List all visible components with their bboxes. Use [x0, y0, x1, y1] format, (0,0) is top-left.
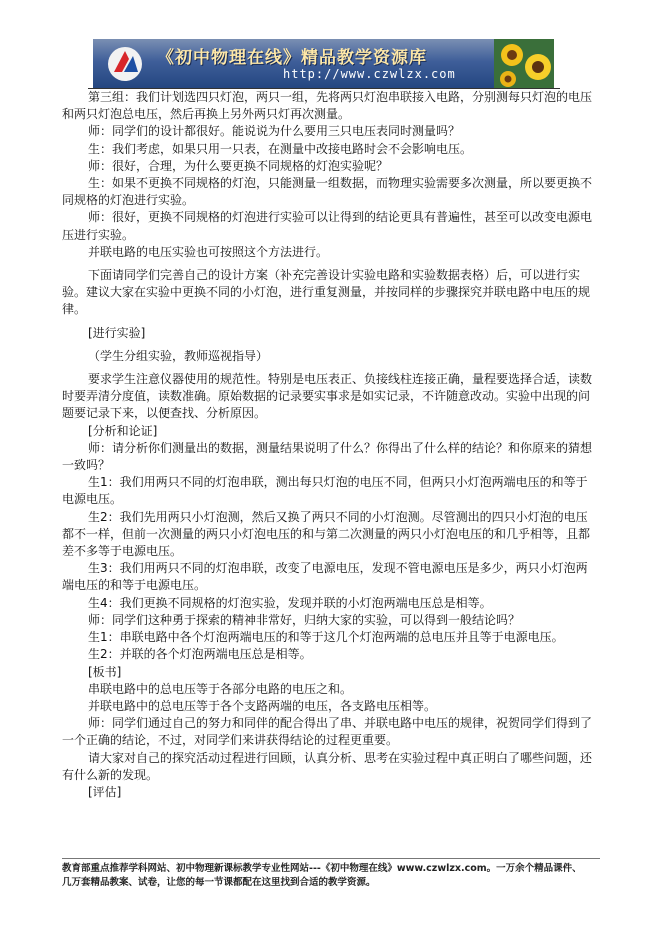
- paragraph: 师：同学们通过自己的努力和同伴的配合得出了串、并联电路中电压的规律，祝贺同学们得到了一个正确的结论，不过，对同学们来讲获得结论的过程更重要。: [62, 716, 593, 748]
- paragraph: 请大家对自己的探究活动过程进行回顾，认真分析、思考在实验过程中真正明白了哪些问题，还有什么新的发现。: [62, 750, 593, 782]
- paragraph: 师：同学们这种勇于探索的精神非常好，归纳大家的实验，可以得到一般结论吗？: [88, 612, 521, 627]
- paragraph: 生：我们考虑，如果只用一只表，在测量中改接电路时会不会影响电压。: [88, 141, 473, 156]
- paragraph: 下面请同学们完善自己的设计方案（补充完善设计实验电路和实验数据表格）后，可以进行实验。建议大家在实验中更换不同的小灯泡，进行重复测量，并按同样的步骤探究并联电路中电压的规律。: [62, 268, 591, 317]
- section-heading: [进行实验]: [88, 325, 146, 340]
- paragraph: 生2：我们先用两只小灯泡测，然后又换了两只不同的小灯泡测。尽管测出的四只小灯泡的电压都不一样，但前一次测量的两只小灯泡电压的和与第二次测量的两只小灯泡电压的和几乎相等，且都差不多等于电源电压。: [62, 509, 591, 559]
- header-banner: [93, 39, 554, 89]
- paragraph: 师：很好，更换不同规格的灯泡进行实验可以让得到的结论更具有普遍性，甚至可以改变电源电压进行实验。: [62, 210, 593, 242]
- site-logo: [105, 45, 145, 83]
- section-heading: [板书]: [88, 664, 122, 679]
- paragraph: 师：请分析你们测量出的数据，测量结果说明了什么？你得出了什么样的结论？和你原来的猜想一致吗？: [62, 440, 593, 473]
- paragraph: 生2：并联的各个灯泡两端电压总是相等。: [88, 647, 312, 662]
- paragraph: 并联电路中的总电压等于各个支路两端的电压，各支路电压相等。: [88, 698, 437, 713]
- paragraph: 生4：我们更换不同规格的灯泡实验，发现并联的小灯泡两端电压总是相等。: [88, 595, 492, 610]
- sunflower-icon: [494, 39, 554, 89]
- paragraph: 第三组：我们计划选四只灯泡，两只一组，先将两只灯泡串联接入电路，分别测每只灯泡的电压和两只灯泡总电压，然后再换上另外两只灯再次测量。: [62, 90, 593, 122]
- paragraph: 生1：我们用两只不同的灯泡串联，测出每只灯泡的电压不同，但两只小灯泡两端电压的和等于电源电压。: [62, 475, 588, 507]
- footer: [62, 862, 602, 890]
- paragraph: （学生分组实验，教师巡视指导）: [88, 348, 269, 363]
- paragraph: 生3：我们用两只不同的灯泡串联，改变了电源电压，发现不管电源电压是多少，两只小灯泡两端电压的和等于电源电压。: [62, 561, 588, 593]
- banner-title: 《初中物理在线》精品教学资源库: [157, 48, 427, 68]
- paragraph: 生1：串联电路中各个灯泡两端电压的和等于这几个灯泡两端的总电压并且等于电源电压。: [88, 630, 564, 645]
- paragraph: 并联电路的电压实验也可按照这个方法进行。: [88, 244, 329, 259]
- section-heading: [分析和论证]: [88, 423, 158, 438]
- document-body: [62, 89, 592, 801]
- paragraph: 师：很好，合理，为什么要更换不同规格的灯泡实验呢？: [88, 158, 389, 173]
- paragraph: 串联电路中的总电压等于各部分电路的电压之和。: [88, 681, 353, 696]
- section-heading: [评估]: [88, 784, 122, 799]
- banner-url: http://www.czwlzx.com: [283, 67, 456, 81]
- paragraph: 师：同学们的设计都很好。能说说为什么要用三只电压表同时测量吗？: [88, 124, 461, 139]
- footer-rule: [62, 858, 600, 859]
- paragraph: 生：如果不更换不同规格的灯泡，只能测量一组数据，而物理实验需要多次测量，所以要更换不同规格的灯泡进行实验。: [62, 176, 593, 208]
- footer-line: 教育部重点推荐学科网站、初中物理新课标教学专业性网站---《初中物理在线》www.czwlzx.com。一万余个精品课件、: [62, 863, 582, 874]
- paragraph: 要求学生注意仪器使用的规范性。特别是电压表正、负接线柱连接正确，量程要选择合适，读数时要弄清分度值，读数准确。原始数据的记录要实事求是如实记录，不许随意改动。实验中出现的问题要记录下来，以便查找、分析原因。: [62, 372, 593, 421]
- footer-line: 几万套精品教案、试卷，让您的每一节课都配在这里找到合适的教学资源。: [62, 877, 376, 888]
